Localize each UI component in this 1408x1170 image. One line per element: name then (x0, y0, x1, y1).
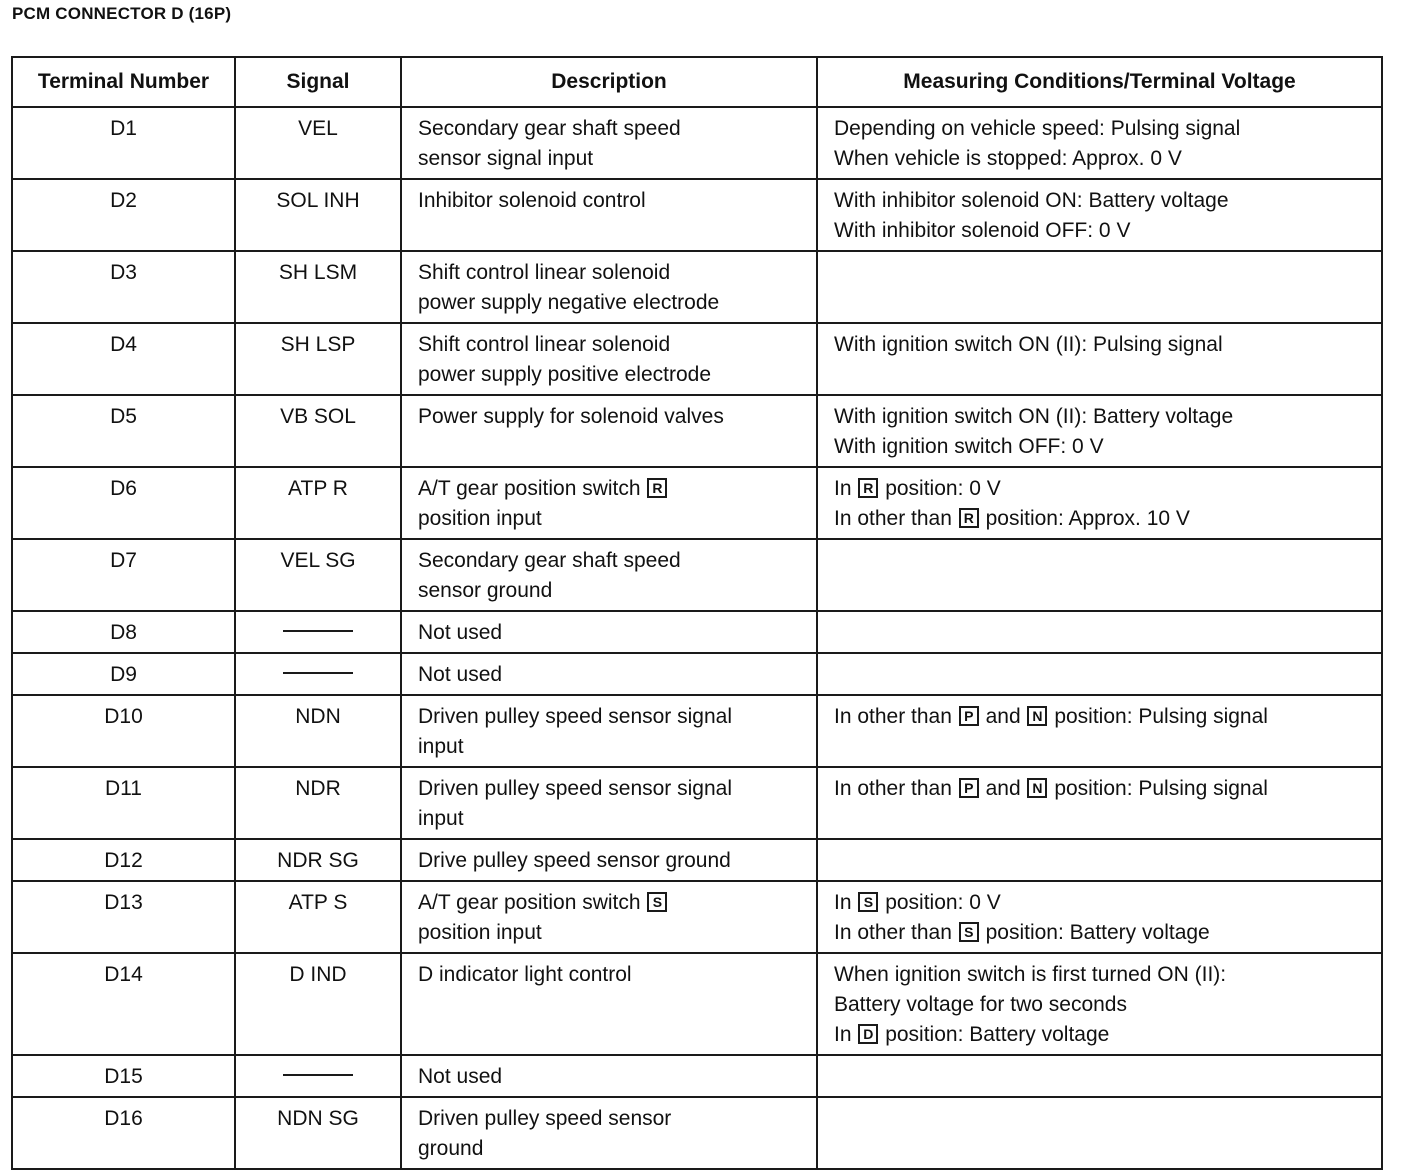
signal-cell: VEL SG (235, 539, 401, 611)
measuring-conditions-cell (817, 953, 1382, 1055)
terminal-number-cell: D1 (12, 107, 235, 179)
measuring-condition-line: In R position: 0 V (834, 477, 1001, 500)
measuring-conditions-cell (817, 1055, 1382, 1097)
table-row (12, 539, 1382, 611)
description-line: input (418, 735, 464, 758)
position-r-symbol: R (959, 508, 979, 528)
position-s-symbol: S (858, 892, 878, 912)
description-cell (401, 179, 817, 251)
terminal-number-cell: D12 (12, 839, 235, 881)
description-line: power supply positive electrode (418, 363, 711, 386)
position-s-symbol: S (647, 892, 667, 912)
description-cell (401, 1097, 817, 1169)
description-line: Shift control linear solenoid (418, 261, 671, 284)
signal-cell (235, 653, 401, 695)
table-row (12, 179, 1382, 251)
measuring-conditions-cell (817, 179, 1382, 251)
measuring-conditions-cell (817, 539, 1382, 611)
description-line: Not used (418, 663, 503, 686)
measuring-condition-line: With inhibitor solenoid ON: Battery voltage (834, 189, 1229, 212)
position-d-symbol: D (858, 1024, 878, 1044)
measuring-condition-line: Depending on vehicle speed: Pulsing signal (834, 117, 1241, 140)
description-line: Driven pulley speed sensor (418, 1107, 672, 1130)
header-signal: Signal (235, 57, 401, 107)
signal-cell: VB SOL (235, 395, 401, 467)
measuring-condition-line: In other than P and N position: Pulsing signal (834, 705, 1268, 728)
description-line: sensor signal input (418, 147, 594, 170)
measuring-condition-line: With ignition switch ON (II): Pulsing signal (834, 333, 1223, 356)
description-line: Secondary gear shaft speed (418, 117, 681, 140)
description-line: Secondary gear shaft speed (418, 549, 681, 572)
description-line: Drive pulley speed sensor ground (418, 849, 731, 872)
signal-cell: NDN (235, 695, 401, 767)
description-cell (401, 767, 817, 839)
description-cell (401, 953, 817, 1055)
description-cell (401, 1055, 817, 1097)
description-cell (401, 881, 817, 953)
table-row (12, 653, 1382, 695)
terminal-number-cell: D16 (12, 1097, 235, 1169)
terminal-number-cell: D6 (12, 467, 235, 539)
measuring-condition-line: In other than S position: Battery voltage (834, 921, 1210, 944)
table-row (12, 881, 1382, 953)
signal-cell: NDR (235, 767, 401, 839)
description-line: Not used (418, 621, 503, 644)
table-row (12, 1097, 1382, 1169)
table-row (12, 611, 1382, 653)
description-cell (401, 539, 817, 611)
signal-cell: ATP R (235, 467, 401, 539)
signal-cell (235, 611, 401, 653)
description-cell (401, 695, 817, 767)
terminal-number-cell: D11 (12, 767, 235, 839)
description-cell (401, 839, 817, 881)
table-row (12, 107, 1382, 179)
measuring-condition-line: In other than P and N position: Pulsing signal (834, 777, 1268, 800)
table-row (12, 695, 1382, 767)
position-n-symbol: N (1027, 706, 1047, 726)
measuring-conditions-cell (817, 767, 1382, 839)
position-p-symbol: P (959, 706, 979, 726)
terminal-number-cell: D14 (12, 953, 235, 1055)
terminal-number-cell: D5 (12, 395, 235, 467)
signal-cell: NDR SG (235, 839, 401, 881)
description-line: D indicator light control (418, 963, 632, 986)
table-row (12, 839, 1382, 881)
description-line: position input (418, 507, 542, 530)
description-line: Driven pulley speed sensor signal (418, 777, 733, 800)
measuring-condition-line: Battery voltage for two seconds (834, 993, 1127, 1016)
terminal-number-cell: D13 (12, 881, 235, 953)
table-row (12, 767, 1382, 839)
table-row (12, 467, 1382, 539)
position-p-symbol: P (959, 778, 979, 798)
table-row (12, 395, 1382, 467)
measuring-conditions-cell (817, 251, 1382, 323)
description-line: A/T gear position switch S (418, 888, 810, 918)
description-cell (401, 395, 817, 467)
measuring-condition-line: When vehicle is stopped: Approx. 0 V (834, 147, 1182, 170)
table-row (12, 251, 1382, 323)
terminal-number-cell: D9 (12, 653, 235, 695)
description-cell (401, 323, 817, 395)
measuring-conditions-cell (817, 1097, 1382, 1169)
header-row (12, 57, 1382, 107)
signal-cell: VEL (235, 107, 401, 179)
description-line: Driven pulley speed sensor signal (418, 705, 733, 728)
signal-cell (235, 1055, 401, 1097)
terminal-number-cell: D4 (12, 323, 235, 395)
position-s-symbol: S (959, 922, 979, 942)
description-cell (401, 107, 817, 179)
no-signal-dash (283, 630, 353, 632)
terminal-number-cell: D3 (12, 251, 235, 323)
measuring-conditions-cell (817, 839, 1382, 881)
description-line: Shift control linear solenoid (418, 333, 671, 356)
position-r-symbol: R (858, 478, 878, 498)
description-line: Inhibitor solenoid control (418, 189, 646, 212)
measuring-condition-line: With ignition switch ON (II): Battery voltage (834, 405, 1234, 428)
description-line: position input (418, 921, 542, 944)
measuring-conditions-cell (817, 695, 1382, 767)
table-row (12, 953, 1382, 1055)
measuring-conditions-cell (817, 611, 1382, 653)
signal-cell: D IND (235, 953, 401, 1055)
description-line: input (418, 807, 464, 830)
measuring-conditions-cell (817, 395, 1382, 467)
no-signal-dash (283, 1074, 353, 1076)
signal-cell: SH LSP (235, 323, 401, 395)
signal-cell: SOL INH (235, 179, 401, 251)
measuring-conditions-cell (817, 323, 1382, 395)
header-description: Description (401, 57, 817, 107)
position-n-symbol: N (1027, 778, 1047, 798)
position-r-symbol: R (647, 478, 667, 498)
description-cell (401, 653, 817, 695)
measuring-conditions-cell (817, 653, 1382, 695)
description-line: Power supply for solenoid valves (418, 405, 724, 428)
description-cell (401, 467, 817, 539)
header-terminal-number: Terminal Number (12, 57, 235, 107)
signal-cell: SH LSM (235, 251, 401, 323)
terminal-number-cell: D2 (12, 179, 235, 251)
terminal-number-cell: D8 (12, 611, 235, 653)
measuring-condition-line: In D position: Battery voltage (834, 1023, 1110, 1046)
measuring-condition-line: In other than R position: Approx. 10 V (834, 507, 1190, 530)
signal-cell: NDN SG (235, 1097, 401, 1169)
measuring-condition-line: When ignition switch is first turned ON (II): (834, 963, 1227, 986)
measuring-condition-line: With ignition switch OFF: 0 V (834, 435, 1104, 458)
description-line: Not used (418, 1065, 503, 1088)
measuring-condition-line: In S position: 0 V (834, 891, 1001, 914)
measuring-condition-line: With inhibitor solenoid OFF: 0 V (834, 219, 1131, 242)
measuring-conditions-cell (817, 467, 1382, 539)
measuring-conditions-cell (817, 881, 1382, 953)
description-cell (401, 611, 817, 653)
page-title: PCM CONNECTOR D (16P) (12, 4, 232, 23)
no-signal-dash (283, 672, 353, 674)
table-body (12, 107, 1382, 1169)
table-row (12, 1055, 1382, 1097)
header-measuring-conditions: Measuring Conditions/Terminal Voltage (817, 57, 1382, 107)
terminal-number-cell: D7 (12, 539, 235, 611)
terminal-number-cell: D15 (12, 1055, 235, 1097)
terminal-number-cell: D10 (12, 695, 235, 767)
pcm-connector-table (11, 56, 1383, 1170)
signal-cell: ATP S (235, 881, 401, 953)
description-line: sensor ground (418, 579, 553, 602)
description-line: ground (418, 1137, 484, 1160)
table-row (12, 323, 1382, 395)
description-cell (401, 251, 817, 323)
measuring-conditions-cell (817, 107, 1382, 179)
description-line: A/T gear position switch R (418, 474, 810, 504)
description-line: power supply negative electrode (418, 291, 720, 314)
